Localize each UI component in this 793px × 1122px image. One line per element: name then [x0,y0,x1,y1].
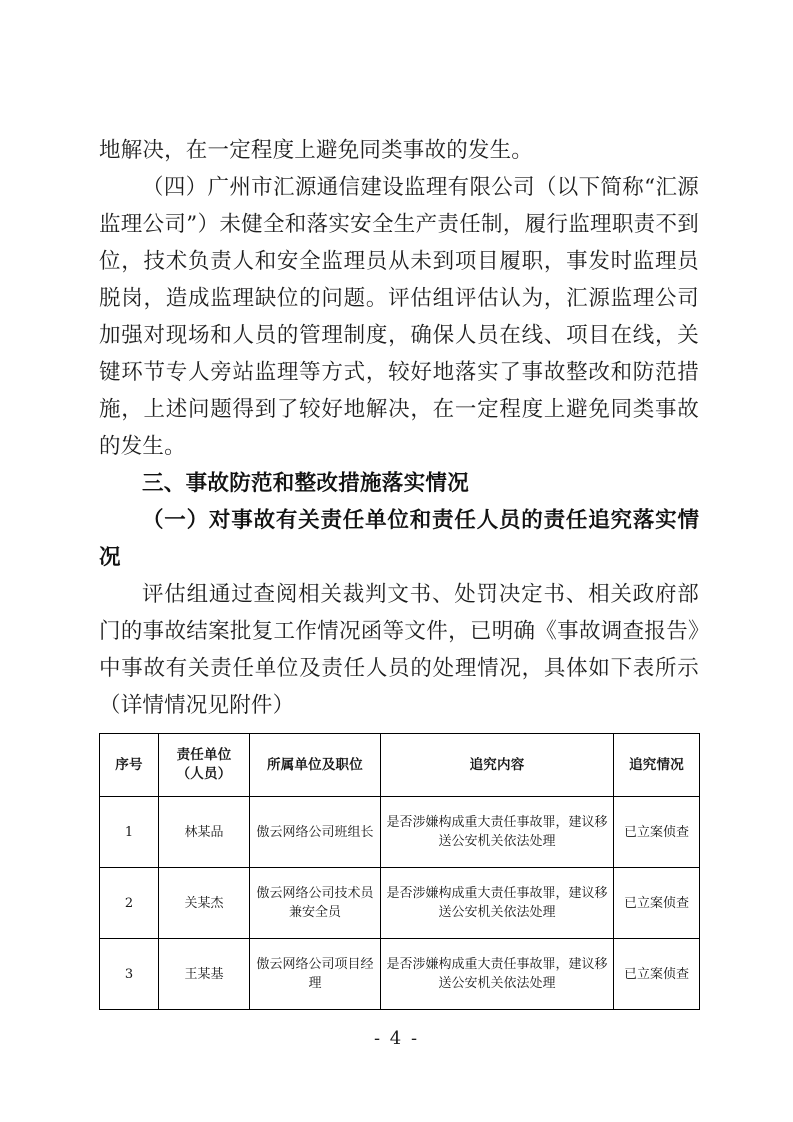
cell-person: 关某杰 [159,868,250,939]
document-content [99,132,699,1010]
table-header-index: 序号 [100,734,159,797]
cell-index: 1 [100,797,159,868]
paragraph-item-four: （四）广州市汇源通信建设监理有限公司（以下简称“汇源监理公司”）未健全和落实安全生产责任制，履行监理职责不到位，技术负责人和安全监理员从未到项目履职，事发时监理员脱岗，造成监理缺位的问题。评估组评估认为，汇源监理公司加强对现场和人员的管理制度，确保人员在线、项目在线，关键环节专人旁站监理等方式，较好地落实了事故整改和防范措施，上述问题得到了较好地解决，在一定程度上避免同类事故的发生。 [99,175,699,459]
cell-content: 是否涉嫌构成重大责任事故罪，建议移送公安机关依法处理 [381,797,614,868]
paragraph-assessment: 评估组通过查阅相关裁判文书、处罚决定书、相关政府部门的事故结案批复工作情况函等文件，已明确《事故调查报告》中事故有关责任单位及责任人员的处理情况，具体如下表所示（详情情况见附件） [99,582,699,718]
cell-org-position: 傲云网络公司技术员兼安全员 [250,868,381,939]
page-number: - 4 - [373,1028,420,1049]
table-header-org-position: 所属单位及职位 [250,734,381,797]
cell-person: 林某品 [159,797,250,868]
cell-status: 已立案侦查 [614,868,700,939]
table-row [100,939,700,1010]
cell-index: 2 [100,868,159,939]
cell-org-position: 傲云网络公司班组长 [250,797,381,868]
table-row [100,797,700,868]
cell-org-position: 傲云网络公司项目经理 [250,939,381,1010]
heading-section-three: 三、事故防范和整改措施落实情况 [142,471,470,495]
cell-status: 已立案侦查 [614,797,700,868]
paragraph-continuation: 地解决，在一定程度上避免同类事故的发生。 [99,138,534,163]
cell-person: 王某基 [159,939,250,1010]
cell-content: 是否涉嫌构成重大责任事故罪，建议移送公安机关依法处理 [381,939,614,1010]
table-header-accountability-status: 追究情况 [614,734,700,797]
table-header-row [100,734,700,797]
table-row [100,868,700,939]
responsibility-table [99,733,700,1010]
table-header-responsible-unit [159,734,250,797]
cell-status: 已立案侦查 [614,939,700,1010]
table-header-responsible-unit-line1: 责任单位 [176,747,232,763]
responsibility-table-wrap [99,733,699,1010]
cell-content: 是否涉嫌构成重大责任事故罪，建议移送公安机关依法处理 [381,868,614,939]
cell-index: 3 [100,939,159,1010]
table-header-responsible-unit-line2: （人员） [176,766,232,782]
table-header-accountability-content: 追究内容 [381,734,614,797]
heading-subsection-one: （一）对事故有关责任单位和责任人员的责任追究落实情况 [99,508,699,570]
